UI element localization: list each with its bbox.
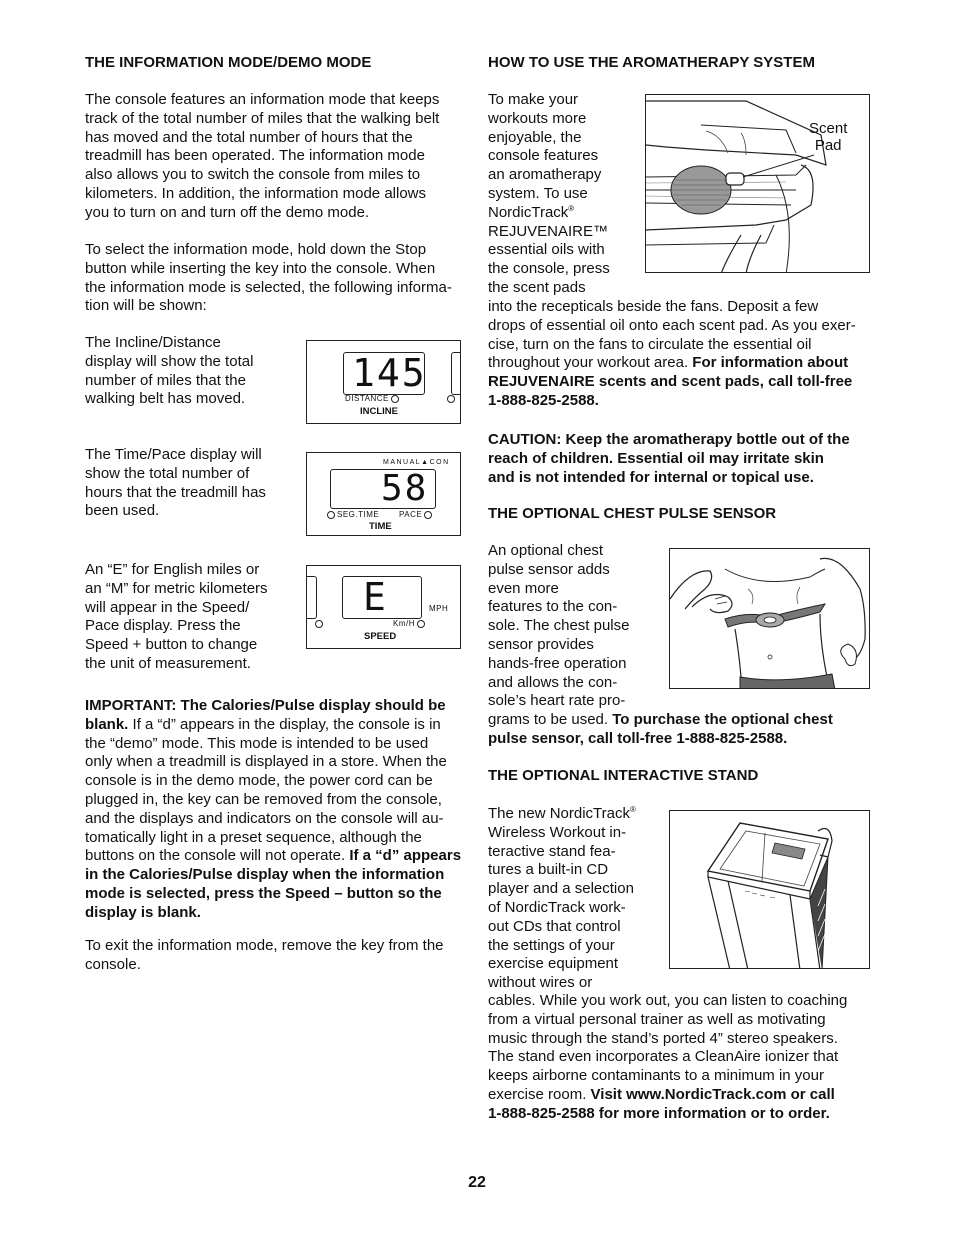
pace-label: PACE [399, 510, 434, 519]
incline-lcd-value: 145 [352, 351, 427, 395]
text-line: from a virtual personal trainer as well as motivating [488, 1010, 826, 1028]
text-line: buttons on the console will not operate. If a “d” appears [85, 847, 462, 865]
manual-label: MANUAL▲CON [383, 459, 450, 466]
text-line: An “E” for English miles or [85, 561, 260, 578]
text-line: essential oils with [488, 241, 605, 259]
text-line: Speed + button to change [85, 636, 258, 654]
text-line: hours that the treadmill has [85, 483, 266, 501]
text-line: been used. [85, 502, 160, 520]
text-line: show the total number of [85, 464, 250, 482]
speed-display-label: SPEED [364, 631, 397, 642]
interactive-stand-heading: THE OPTIONAL INTERACTIVE STAND [488, 767, 759, 784]
chest-pulse-sensor-illustration [669, 548, 870, 689]
text-line: will appear in the Speed/ [85, 598, 250, 616]
speed-lcd-value: E [363, 575, 388, 619]
text-line: track of the total number of miles that the walking belt [85, 109, 440, 127]
text-line: grams to be used. To purchase the optional chest [488, 711, 833, 728]
text-line: even more [488, 579, 559, 597]
text-line: reach of children. Essential oil may irritate skin [488, 449, 824, 467]
text-line: REJUVENAIRE™ [488, 222, 609, 240]
information-mode-select-text [85, 241, 452, 316]
text-line: sole’s heart rate pro- [488, 692, 626, 710]
speed-left-light [313, 619, 325, 628]
text-line: tion will be shown: [85, 297, 207, 315]
text-line: tomatically light in a preset sequence, although the [85, 828, 422, 846]
time-pace-display-illustration [306, 452, 461, 536]
speed-lcd [342, 576, 422, 619]
indicator-light [445, 394, 457, 403]
text-line: sole. The chest pulse [488, 617, 630, 635]
aromatherapy-illustration [645, 94, 870, 273]
interactive-stand-illustration [669, 810, 870, 969]
text-line: into the recepticals beside the fans. Deposit a few [488, 298, 819, 315]
text-line: the console, press [488, 260, 610, 278]
text-line: CAUTION: Keep the aromatherapy bottle out of the [488, 431, 850, 448]
text-line: IMPORTANT: The Calories/Pulse display should be [85, 697, 446, 714]
seg-time-label: SEG.TIME [325, 510, 379, 519]
text-line: display will show the total [85, 352, 254, 370]
text-line: system. To use [488, 184, 588, 202]
incline-distance-display-illustration [306, 340, 461, 424]
interactive-stand-side-text [488, 805, 636, 993]
chest-pulse-body-text [488, 711, 878, 749]
chest-pulse-heading: THE OPTIONAL CHEST PULSE SENSOR [488, 505, 777, 522]
important-demo-mode-text [85, 697, 465, 923]
text-line: features to the con- [488, 598, 618, 616]
text-line: in the Calories/Pulse display when the information [85, 866, 445, 884]
incline-display-label: INCLINE [360, 406, 398, 417]
mph-label: MPH [429, 604, 449, 613]
text-line: display is blank. [85, 903, 201, 921]
text-line: the settings of your [488, 936, 615, 954]
text-line: and allows the con- [488, 673, 618, 691]
distance-indicator-label: DISTANCE [345, 394, 401, 403]
time-lcd [330, 469, 436, 509]
time-display-text [85, 446, 266, 521]
text-line: music through the stand’s ported 4” stereo speakers. [488, 1029, 838, 1047]
indicator-light-circle [447, 395, 455, 403]
text-line: The Incline/Distance [85, 334, 221, 351]
text-line: and the displays and indicators on the console will au- [85, 809, 444, 827]
text-line: an aromatherapy [488, 166, 602, 184]
text-line: NordicTrack® [488, 203, 575, 221]
text-line: 1-888-825-2588. [488, 391, 599, 409]
adjacent-lcd-edge-left [306, 576, 317, 619]
kmh-light [417, 620, 425, 628]
text-line: has moved and the total number of hours that the [85, 128, 413, 146]
text-line: the “demo” mode. This mode is intended to be used [85, 734, 429, 752]
chest-pulse-side-text [488, 542, 629, 711]
text-line: console is in the demo mode, the power cord can be [85, 772, 433, 790]
text-line: Wireless Workout in- [488, 823, 627, 841]
text-line: The stand even incorporates a CleanAire ionizer that [488, 1048, 839, 1066]
kmh-label: Km/H [393, 619, 427, 628]
text-line: To exit the information mode, remove the key from the [85, 937, 444, 954]
caution-text [488, 431, 850, 487]
information-mode-intro [85, 91, 439, 223]
text-line: To make your [488, 91, 579, 108]
speed-display-text [85, 561, 268, 674]
text-line: without wires or [488, 974, 593, 992]
text-line: exercise equipment [488, 955, 619, 973]
text-line: treadmill has been operated. The information mode [85, 147, 425, 165]
text-line: Pace display. Press the [85, 617, 241, 635]
exit-information-mode-text [85, 937, 444, 975]
information-mode-heading: THE INFORMATION MODE/DEMO MODE [85, 54, 372, 71]
text-line: number of miles that the [85, 371, 246, 389]
speed-display-illustration [306, 565, 461, 649]
distance-indicator-light [391, 395, 399, 403]
pace-light [424, 511, 432, 519]
incline-lcd [343, 352, 425, 395]
text-line: teractive stand fea- [488, 842, 616, 860]
time-display-label: TIME [369, 521, 392, 532]
text-line: sensor provides [488, 635, 594, 653]
text-line: cables. While you work out, you can listen to coaching [488, 992, 848, 1009]
text-line: enjoyable, the [488, 128, 582, 146]
text-line: kilometers. In addition, the information mode allows [85, 184, 427, 202]
text-line: out CDs that control [488, 917, 621, 935]
aromatherapy-heading: HOW TO USE THE AROMATHERAPY SYSTEM [488, 54, 815, 71]
text-line: mode is selected, press the Speed – button so the [85, 884, 442, 902]
text-line: REJUVENAIRE scents and scent pads, call toll-free [488, 373, 853, 391]
time-lcd-value: 58 [381, 468, 429, 509]
text-line: An optional chest [488, 542, 604, 559]
person-wearing-chest-strap-drawing [670, 549, 870, 689]
text-line: The console features an information mode that keeps [85, 91, 440, 108]
seg-time-light [327, 511, 335, 519]
text-line: 1-888-825-2588 for more information or to order. [488, 1104, 830, 1122]
text-line: plugged in, the key can be removed from the console, [85, 790, 442, 808]
text-line: cise, turn on the fans to circulate the essential oil [488, 335, 812, 353]
interactive-stand-body-text [488, 992, 878, 1124]
cd-stand-drawing [670, 811, 870, 969]
text-line: drops of essential oil onto each scent pad. As you exer- [488, 316, 856, 334]
adjacent-lcd-edge [451, 352, 461, 395]
text-line: the information mode is selected, the following informa- [85, 278, 452, 296]
text-line: an “M” for metric kilometers [85, 579, 268, 597]
text-line: only when a treadmill is displayed in a store. When the [85, 753, 447, 771]
scent-pad-label-2: Pad [814, 137, 842, 154]
text-line: exercise room. Visit www.NordicTrack.com or call [488, 1085, 835, 1103]
text-line: button while inserting the key into the console. When [85, 259, 436, 277]
text-line: of NordicTrack work- [488, 898, 626, 916]
text-line: also allows you to switch the console from miles to [85, 166, 421, 184]
text-line: tures a built-in CD [488, 861, 609, 879]
text-line: walking belt has moved. [85, 390, 246, 408]
aromatherapy-side-text [488, 91, 610, 298]
text-line: throughout your workout area. For information about [488, 354, 849, 372]
text-line: pulse sensor, call toll-free 1-888-825-2588. [488, 729, 788, 747]
text-line: console. [85, 955, 141, 973]
text-line: console features [488, 147, 599, 165]
text-line: keeps airborne contaminants to a minimum in your [488, 1067, 824, 1085]
speed-left-light-circle [315, 620, 323, 628]
scent-pad-label-1: Scent [809, 120, 848, 137]
text-line: player and a selection [488, 880, 634, 898]
text-line: The Time/Pace display will [85, 446, 262, 463]
text-line: hands-free operation [488, 654, 627, 672]
aromatherapy-body-text [488, 298, 878, 411]
scent-pad-callout [809, 120, 847, 154]
text-line: blank. If a “d” appears in the display, the console is in [85, 715, 441, 733]
page-number: 22 [468, 1174, 486, 1191]
text-line: the unit of measurement. [85, 654, 251, 672]
text-line: and is not intended for internal or topical use. [488, 468, 814, 486]
text-line: you to turn on and turn off the demo mode. [85, 203, 370, 221]
text-line: pulse sensor adds [488, 560, 610, 578]
incline-display-text [85, 334, 253, 409]
text-line: workouts more [488, 109, 587, 127]
text-line: The new NordicTrack® [488, 805, 636, 822]
text-line: the scent pads [488, 278, 586, 296]
text-line: To select the information mode, hold down the Stop [85, 241, 427, 258]
